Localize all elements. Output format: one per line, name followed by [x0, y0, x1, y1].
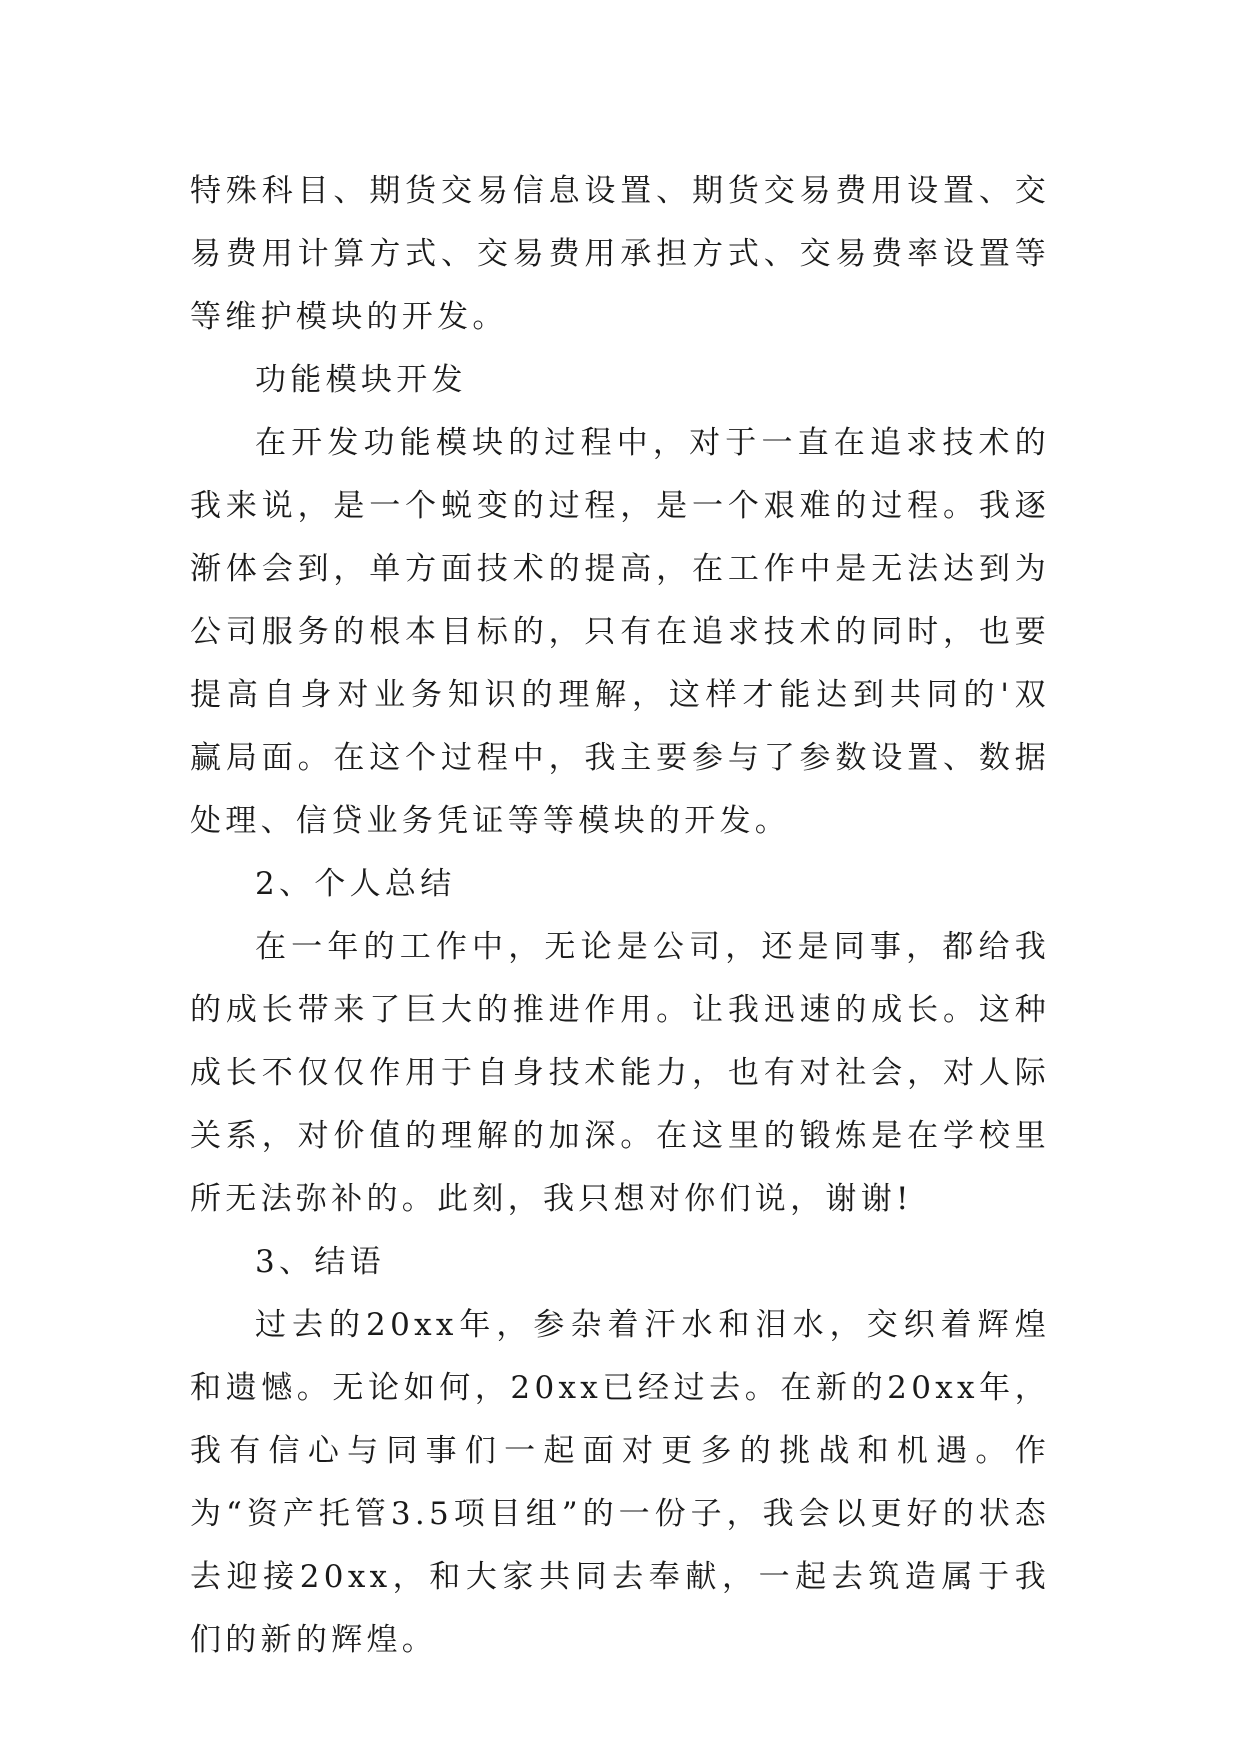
paragraph-conclusion: 过去的20xx年，参杂着汗水和泪水，交织着辉煌和遗憾。无论如何，20xx已经过去。在新的20xx年，我有信心与同事们一起面对更多的挑战和机遇。作为“资产托管3.5项目组”的一份子，我会以更好的状态去迎接20xx，和大家共同去奉献，一起去筑造属于我们的新的辉煌。: [190, 1307, 1050, 1658]
section-heading-conclusion: 3、结语: [255, 1244, 385, 1280]
paragraph-function-module: 在开发功能模块的过程中，对于一直在追求技术的我来说，是一个蜕变的过程，是一个艰难的过程。我逐渐体会到，单方面技术的提高，在工作中是无法达到为公司服务的根本目标的，只有在追求技术的同时，也要提高自身对业务知识的理解，这样才能达到共同的'双赢局面。在这个过程中，我主要参与了参数设置、数据处理、信贷业务凭证等等模块的开发。: [190, 425, 1050, 839]
section-heading-personal-summary: 2、个人总结: [255, 866, 456, 902]
paragraph-continuation: 特殊科目、期货交易信息设置、期货交易费用设置、交易费用计算方式、交易费用承担方式、交易费率设置等等维护模块的开发。: [190, 173, 1050, 335]
document-body: [190, 160, 1050, 1672]
paragraph-personal-summary: 在一年的工作中，无论是公司，还是同事，都给我的成长带来了巨大的推进作用。让我迅速的成长。这种成长不仅仅作用于自身技术能力，也有对社会，对人际关系，对价值的理解的加深。在这里的锻炼是在学校里所无法弥补的。此刻，我只想对你们说，谢谢!: [190, 929, 1050, 1217]
section-heading-function-module: 功能模块开发: [255, 362, 467, 398]
